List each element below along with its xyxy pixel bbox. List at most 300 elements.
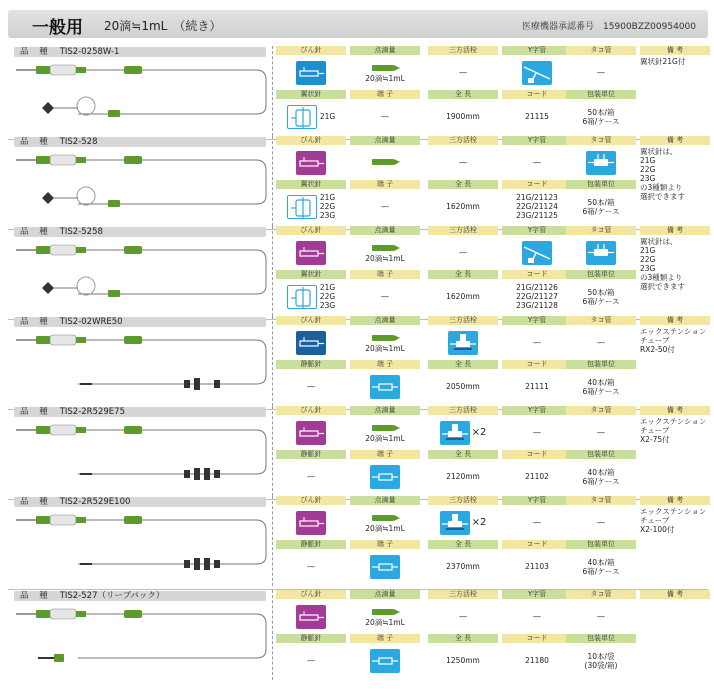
product-illustration: [8, 148, 270, 224]
length-cell: [428, 360, 498, 404]
length-value: 1620mm: [446, 202, 480, 211]
octopus-cell-header: タコ管: [566, 46, 636, 55]
terminal-cell-header: 端 子: [350, 90, 420, 99]
pack-cell-header: 包装単位: [566, 360, 636, 369]
code-cell-value: [502, 99, 572, 134]
octopus-dash: ―: [597, 612, 605, 621]
kind-label: 品 種: [20, 137, 52, 147]
code-cell: [502, 180, 572, 224]
remarks-value: 翼状針は、 21G 22G 23G の3種類より 選択できます: [640, 147, 685, 201]
octopus-cell: [566, 406, 636, 450]
remarks-header: 備 考: [640, 590, 710, 599]
ytube-cell-header: Y字管: [502, 316, 572, 325]
stopcock-cell: [428, 46, 498, 90]
stopcock-cell-header: 三方活栓: [428, 46, 498, 55]
kind-label: 品 種: [20, 497, 52, 507]
product-row: [8, 496, 708, 586]
code-cell-value: [502, 643, 572, 678]
code-cell-header: コード: [502, 450, 572, 459]
stopcock-cell: [428, 136, 498, 180]
length-cell: [428, 90, 498, 134]
bottle-needle-cell-header: びん針: [276, 316, 346, 325]
drip-cell-header: 点滴量: [350, 46, 420, 55]
bottle-needle-cell-value: [276, 599, 346, 634]
length-value: 2120mm: [446, 472, 480, 481]
needle-cell-value: [276, 99, 346, 134]
product-label: [14, 591, 266, 601]
product-illustration: [8, 238, 270, 314]
code-value: 21180: [525, 656, 549, 665]
terminal-cell-value: [350, 369, 420, 404]
ytube-cell-value: [502, 235, 572, 270]
ytube-cell: [502, 226, 572, 270]
drip-chamber-icon: [368, 243, 402, 253]
octopus-cell-header: タコ管: [566, 496, 636, 505]
needle-cell-header: 翼状針: [276, 90, 346, 99]
length-cell-header: 全 長: [428, 450, 498, 459]
octopus-cell: [566, 136, 636, 180]
bottle-needle-cell-header: びん針: [276, 590, 346, 599]
model-name: TIS2-2R529E100: [59, 497, 131, 507]
ytube-dash: ―: [533, 612, 541, 621]
terminal-dash: ―: [381, 112, 389, 121]
drip-cell-header: 点滴量: [350, 406, 420, 415]
needle-cell-value: [276, 459, 346, 494]
length-value: 2370mm: [446, 562, 480, 571]
drip-cell: [350, 226, 420, 270]
bottle-needle-cell-header: びん針: [276, 46, 346, 55]
bottle-needle-cell: [276, 316, 346, 360]
ytube-dash: ―: [533, 338, 541, 347]
ytube-cell-value: [502, 415, 572, 450]
needle-cell: [276, 634, 346, 678]
octopus-cell-value: [566, 145, 636, 180]
ytube-cell: [502, 590, 572, 634]
kind-label: 品 種: [20, 317, 52, 327]
terminal-cell-value: [350, 99, 420, 134]
code-cell-header: コード: [502, 90, 572, 99]
code-value: 21102: [525, 472, 549, 481]
octopus-cell-header: タコ管: [566, 226, 636, 235]
length-cell-header: 全 長: [428, 634, 498, 643]
length-cell-header: 全 長: [428, 90, 498, 99]
drip-rate: 20滴≒1mL: [365, 617, 405, 627]
ytube-cell: [502, 406, 572, 450]
drip-cell: [350, 136, 420, 180]
drip-cell-value: [350, 415, 420, 450]
code-cell-header: コード: [502, 180, 572, 189]
remarks-header: 備 考: [640, 136, 710, 145]
terminal-cell-header: 端 子: [350, 180, 420, 189]
page-title: 一般用: [32, 18, 83, 38]
pack-cell-value: [566, 643, 636, 678]
length-cell-value: [428, 369, 498, 404]
code-cell: [502, 270, 572, 314]
drip-cell-header: 点滴量: [350, 226, 420, 235]
needle-sizes: 21G: [319, 112, 336, 121]
drip-rate: 20滴≒1mL: [365, 433, 405, 443]
code-cell-value: [502, 369, 572, 404]
remarks-value: 翼状針は、 21G 22G 23G の3種類より 選択できます: [640, 237, 685, 291]
length-cell-header: 全 長: [428, 360, 498, 369]
pack-value: 40本/箱 6箱/ケース: [582, 467, 620, 486]
ytube-cell-value: [502, 55, 572, 90]
terminal-icon: [370, 649, 400, 673]
needle-cell-value: [276, 549, 346, 584]
product-label: [14, 47, 266, 57]
pack-cell-value: [566, 99, 636, 134]
product-label: [14, 407, 266, 417]
product-illustration: [8, 58, 270, 134]
octopus-cell-value: [566, 505, 636, 540]
terminal-cell-value: [350, 279, 420, 314]
stopcock-cell: [428, 316, 498, 360]
code-value: 21115: [525, 112, 549, 121]
code-value: 21G/21126 22G/21127 23G/21128: [516, 283, 558, 310]
pack-cell-value: [566, 189, 636, 224]
model-name: TIS2-527（リーブパック）: [59, 591, 165, 601]
length-cell: [428, 540, 498, 584]
bottle-needle-magenta-icon: [296, 511, 326, 535]
length-cell-value: [428, 99, 498, 134]
stopcock-cell-header: 三方活栓: [428, 226, 498, 235]
stopcock-dash: ―: [459, 612, 467, 621]
drip-cell-value: [350, 235, 420, 270]
wing-needle-icon: [287, 105, 317, 129]
product-row: [8, 136, 708, 226]
bottle-needle-cell-header: びん針: [276, 406, 346, 415]
remarks-value: エックステンション チューブ X2-75付: [640, 417, 707, 444]
bottle-needle-cell: [276, 226, 346, 270]
code-cell-header: コード: [502, 634, 572, 643]
drip-cell-value: [350, 145, 420, 180]
bottle-needle-magenta-icon: [296, 151, 326, 175]
length-cell-header: 全 長: [428, 180, 498, 189]
product-row: [8, 316, 708, 406]
terminal-cell: [350, 634, 420, 678]
bottle-needle-cell-header: びん針: [276, 496, 346, 505]
needle-cell: [276, 540, 346, 584]
remarks-value: 翼状針21G付: [640, 57, 686, 66]
drip-cell: [350, 406, 420, 450]
model-name: TIS2-02WRE50: [59, 317, 123, 327]
stopcock-icon: [440, 511, 470, 535]
bottle-needle-cell-value: [276, 145, 346, 180]
needle-cell-header: 静脈針: [276, 360, 346, 369]
ytube-cell-value: [502, 145, 572, 180]
length-value: 1250mm: [446, 656, 480, 665]
terminal-icon: [370, 555, 400, 579]
drip-chamber-icon: [368, 513, 402, 523]
drip-cell-header: 点滴量: [350, 316, 420, 325]
pack-value: 40本/箱 6箱/ケース: [582, 557, 620, 576]
length-value: 2050mm: [446, 382, 480, 391]
needle-cell-value: [276, 189, 346, 224]
bottle-needle-cell-value: [276, 325, 346, 360]
code-cell-header: コード: [502, 540, 572, 549]
length-cell-value: [428, 189, 498, 224]
code-cell: [502, 90, 572, 134]
divider: [272, 316, 274, 406]
octopus-cell-header: タコ管: [566, 590, 636, 599]
stopcock-cell-value: [428, 415, 498, 450]
needle-cell: [276, 270, 346, 314]
length-cell: [428, 180, 498, 224]
needle-cell: [276, 180, 346, 224]
drip-cell-value: [350, 55, 420, 90]
ytube-cell-value: [502, 325, 572, 360]
octopus-cell-header: タコ管: [566, 316, 636, 325]
pack-cell-header: 包装単位: [566, 90, 636, 99]
octopus-dash: ―: [597, 518, 605, 527]
needle-cell-header: 静脈針: [276, 450, 346, 459]
bottle-needle-cell: [276, 590, 346, 634]
stopcock-cell: [428, 226, 498, 270]
code-cell: [502, 634, 572, 678]
product-label: [14, 227, 266, 237]
stopcock-cell: [428, 496, 498, 540]
pack-cell: [566, 90, 636, 134]
code-cell-header: コード: [502, 360, 572, 369]
divider: [272, 46, 274, 136]
pack-cell-header: 包装単位: [566, 270, 636, 279]
terminal-cell: [350, 90, 420, 134]
drip-chamber-icon: [368, 333, 402, 343]
product-illustration: [8, 508, 270, 584]
drip-rate: 20滴≒1mL: [365, 523, 405, 533]
length-cell-value: [428, 549, 498, 584]
stopcock-cell: [428, 406, 498, 450]
octopus-cell: [566, 226, 636, 270]
needle-cell-header: 翼状針: [276, 180, 346, 189]
model-name: TIS2-0258W-1: [59, 47, 120, 57]
drip-cell: [350, 496, 420, 540]
ytube-cell: [502, 46, 572, 90]
drip-chamber-icon: [368, 423, 402, 433]
product-illustration: [8, 418, 270, 494]
product-row: [8, 590, 708, 680]
page-subtitle: 20滴≒1mL （続き）: [104, 19, 222, 33]
code-cell: [502, 450, 572, 494]
kind-label: 品 種: [20, 407, 52, 417]
terminal-icon: [370, 375, 400, 399]
drip-cell: [350, 316, 420, 360]
bottle-needle-cell: [276, 406, 346, 450]
terminal-cell: [350, 270, 420, 314]
octopus-tube-icon: [586, 241, 616, 265]
terminal-cell-value: [350, 189, 420, 224]
kind-label: 品 種: [20, 591, 52, 601]
stopcock-cell-header: 三方活栓: [428, 590, 498, 599]
terminal-cell-value: [350, 643, 420, 678]
divider: [272, 590, 274, 680]
needle-cell-header: 静脈針: [276, 634, 346, 643]
length-cell-value: [428, 643, 498, 678]
terminal-cell: [350, 360, 420, 404]
stopcock-cell-header: 三方活栓: [428, 316, 498, 325]
octopus-dash: ―: [597, 338, 605, 347]
y-tube-icon: [522, 61, 552, 85]
bottle-needle-cell-header: びん針: [276, 226, 346, 235]
stopcock-cell-value: [428, 325, 498, 360]
octopus-cell-value: [566, 415, 636, 450]
octopus-cell: [566, 496, 636, 540]
stopcock-cell: [428, 590, 498, 634]
terminal-cell-value: [350, 459, 420, 494]
remarks-header: 備 考: [640, 496, 710, 505]
pack-value: 10本/袋 (30袋/箱): [584, 651, 618, 670]
ytube-cell: [502, 496, 572, 540]
needle-cell-value: [276, 369, 346, 404]
drip-rate: 20滴≒1mL: [365, 343, 405, 353]
terminal-cell-header: 端 子: [350, 270, 420, 279]
pack-cell: [566, 540, 636, 584]
remarks-header: 備 考: [640, 46, 710, 55]
bottle-needle-magenta-icon: [296, 605, 326, 629]
pack-cell: [566, 270, 636, 314]
page-header: [8, 10, 708, 38]
bottle-needle-blue-icon: [296, 61, 326, 85]
ytube-cell-header: Y字管: [502, 496, 572, 505]
needle-cell-value: [276, 279, 346, 314]
code-cell-header: コード: [502, 270, 572, 279]
divider: [272, 226, 274, 316]
length-cell: [428, 270, 498, 314]
pack-cell: [566, 450, 636, 494]
pack-cell-header: 包装単位: [566, 180, 636, 189]
bottle-needle-cell-value: [276, 415, 346, 450]
remarks-value: エックステンション チューブ RX2-50付: [640, 327, 707, 354]
terminal-cell-value: [350, 549, 420, 584]
bottle-needle-magenta-icon: [296, 421, 326, 445]
ytube-cell: [502, 136, 572, 180]
octopus-cell: [566, 46, 636, 90]
length-cell: [428, 634, 498, 678]
ytube-dash: ―: [533, 428, 541, 437]
code-value: 21G/21123 22G/21124 23G/21125: [516, 193, 558, 220]
ytube-cell-header: Y字管: [502, 46, 572, 55]
stopcock-dash: ―: [459, 158, 467, 167]
needle-dash: ―: [307, 562, 315, 571]
stopcock-cell-value: [428, 235, 498, 270]
octopus-tube-icon: [586, 151, 616, 175]
terminal-dash: ―: [381, 202, 389, 211]
octopus-cell-value: [566, 55, 636, 90]
bottle-needle-cell-value: [276, 55, 346, 90]
needle-cell: [276, 450, 346, 494]
stopcock-cell-value: [428, 145, 498, 180]
stopcock-cell-value: [428, 599, 498, 634]
needle-sizes: 21G 22G 23G: [319, 193, 336, 220]
bottle-needle-cell: [276, 136, 346, 180]
code-cell-value: [502, 549, 572, 584]
needle-cell: [276, 90, 346, 134]
pack-cell-value: [566, 549, 636, 584]
stopcock-dash: ―: [459, 68, 467, 77]
code-value: 21103: [525, 562, 549, 571]
product-illustration: [8, 602, 270, 678]
pack-cell: [566, 634, 636, 678]
pack-cell-header: 包装単位: [566, 634, 636, 643]
approval-number: 医療機器承認番号 15900BZZ00954000: [522, 22, 696, 32]
pack-value: 50本/箱 6箱/ケース: [582, 287, 620, 306]
drip-rate: 20滴≒1mL: [365, 253, 405, 263]
pack-cell: [566, 360, 636, 404]
terminal-cell: [350, 540, 420, 584]
needle-dash: ―: [307, 472, 315, 481]
octopus-cell: [566, 316, 636, 360]
product-label: [14, 317, 266, 327]
bottle-needle-cell: [276, 46, 346, 90]
octopus-cell-value: [566, 599, 636, 634]
terminal-cell: [350, 180, 420, 224]
pack-cell-value: [566, 369, 636, 404]
stopcock-icon: [440, 421, 470, 445]
remarks-header: 備 考: [640, 406, 710, 415]
needle-cell-header: 翼状針: [276, 270, 346, 279]
code-cell-value: [502, 279, 572, 314]
product-label: [14, 497, 266, 507]
octopus-cell-value: [566, 325, 636, 360]
ytube-dash: ―: [533, 518, 541, 527]
pack-value: 50本/箱 6箱/ケース: [582, 197, 620, 216]
bottle-needle-cell-value: [276, 505, 346, 540]
divider: [272, 496, 274, 586]
octopus-cell: [566, 590, 636, 634]
terminal-cell-header: 端 子: [350, 540, 420, 549]
drip-cell: [350, 46, 420, 90]
stopcock-cell-value: [428, 505, 498, 540]
length-cell-header: 全 長: [428, 270, 498, 279]
needle-dash: ―: [307, 656, 315, 665]
octopus-cell-header: タコ管: [566, 136, 636, 145]
divider: [272, 406, 274, 496]
terminal-icon: [370, 465, 400, 489]
pack-cell-value: [566, 279, 636, 314]
length-cell-header: 全 長: [428, 540, 498, 549]
stopcock-cell-header: 三方活栓: [428, 136, 498, 145]
drip-rate: 20滴≒1mL: [365, 73, 405, 83]
divider: [272, 136, 274, 226]
remarks-value: エックステンション チューブ X2-100付: [640, 507, 707, 534]
drip-cell-header: 点滴量: [350, 496, 420, 505]
stopcock-cell-header: 三方活栓: [428, 406, 498, 415]
kind-label: 品 種: [20, 47, 52, 57]
bottle-needle-cell: [276, 496, 346, 540]
bottle-needle-navy-icon: [296, 331, 326, 355]
stopcock-cell-value: [428, 55, 498, 90]
code-cell: [502, 360, 572, 404]
terminal-dash: ―: [381, 292, 389, 301]
drip-cell-header: 点滴量: [350, 136, 420, 145]
pack-value: 50本/箱 6箱/ケース: [582, 107, 620, 126]
drip-chamber-icon: [368, 157, 402, 167]
product-label: [14, 137, 266, 147]
drip-cell-value: [350, 325, 420, 360]
ytube-cell-header: Y字管: [502, 136, 572, 145]
code-cell-value: [502, 459, 572, 494]
stopcock-qty: ×2: [471, 427, 487, 438]
pack-cell: [566, 180, 636, 224]
ytube-cell-header: Y字管: [502, 590, 572, 599]
ytube-dash: ―: [533, 158, 541, 167]
terminal-cell-header: 端 子: [350, 360, 420, 369]
product-row: [8, 226, 708, 316]
drip-cell-value: [350, 505, 420, 540]
drip-chamber-icon: [368, 63, 402, 73]
needle-cell: [276, 360, 346, 404]
drip-chamber-icon: [368, 607, 402, 617]
